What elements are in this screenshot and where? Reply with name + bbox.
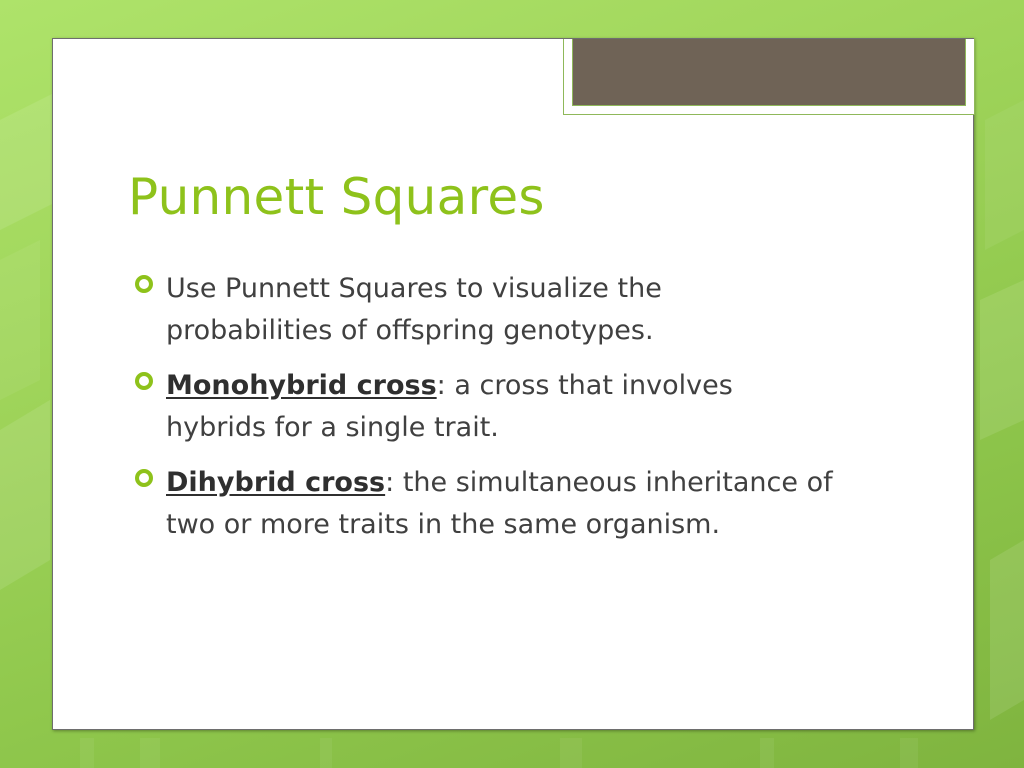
- bullet-item-monohybrid-cross: [134, 365, 834, 449]
- term-separator: :: [385, 467, 395, 498]
- accent-frame: [563, 39, 975, 115]
- bullet-text: Use Punnett Squares to visualize the probabilities of offspring genotypes.: [166, 273, 662, 346]
- term-definition: the simultaneous inheritance of two or more traits in the same organism.: [166, 467, 833, 540]
- slide-title: Punnett Squares: [128, 168, 545, 226]
- term-separator: :: [436, 370, 446, 401]
- term-definition: a cross that involves hybrids for a single trait.: [166, 370, 733, 443]
- circle-bullet-icon: [134, 274, 154, 294]
- circle-bullet-icon: [134, 468, 154, 488]
- bullet-item-offspring-probabilities: [134, 268, 834, 352]
- bullet-list: [134, 268, 834, 559]
- circle-bullet-icon: [134, 371, 154, 391]
- term-monohybrid-cross: Monohybrid cross: [166, 370, 437, 401]
- bullet-item-dihybrid-cross: [134, 462, 834, 546]
- term-dihybrid-cross: Dihybrid cross: [166, 467, 386, 498]
- accent-block: [572, 39, 966, 106]
